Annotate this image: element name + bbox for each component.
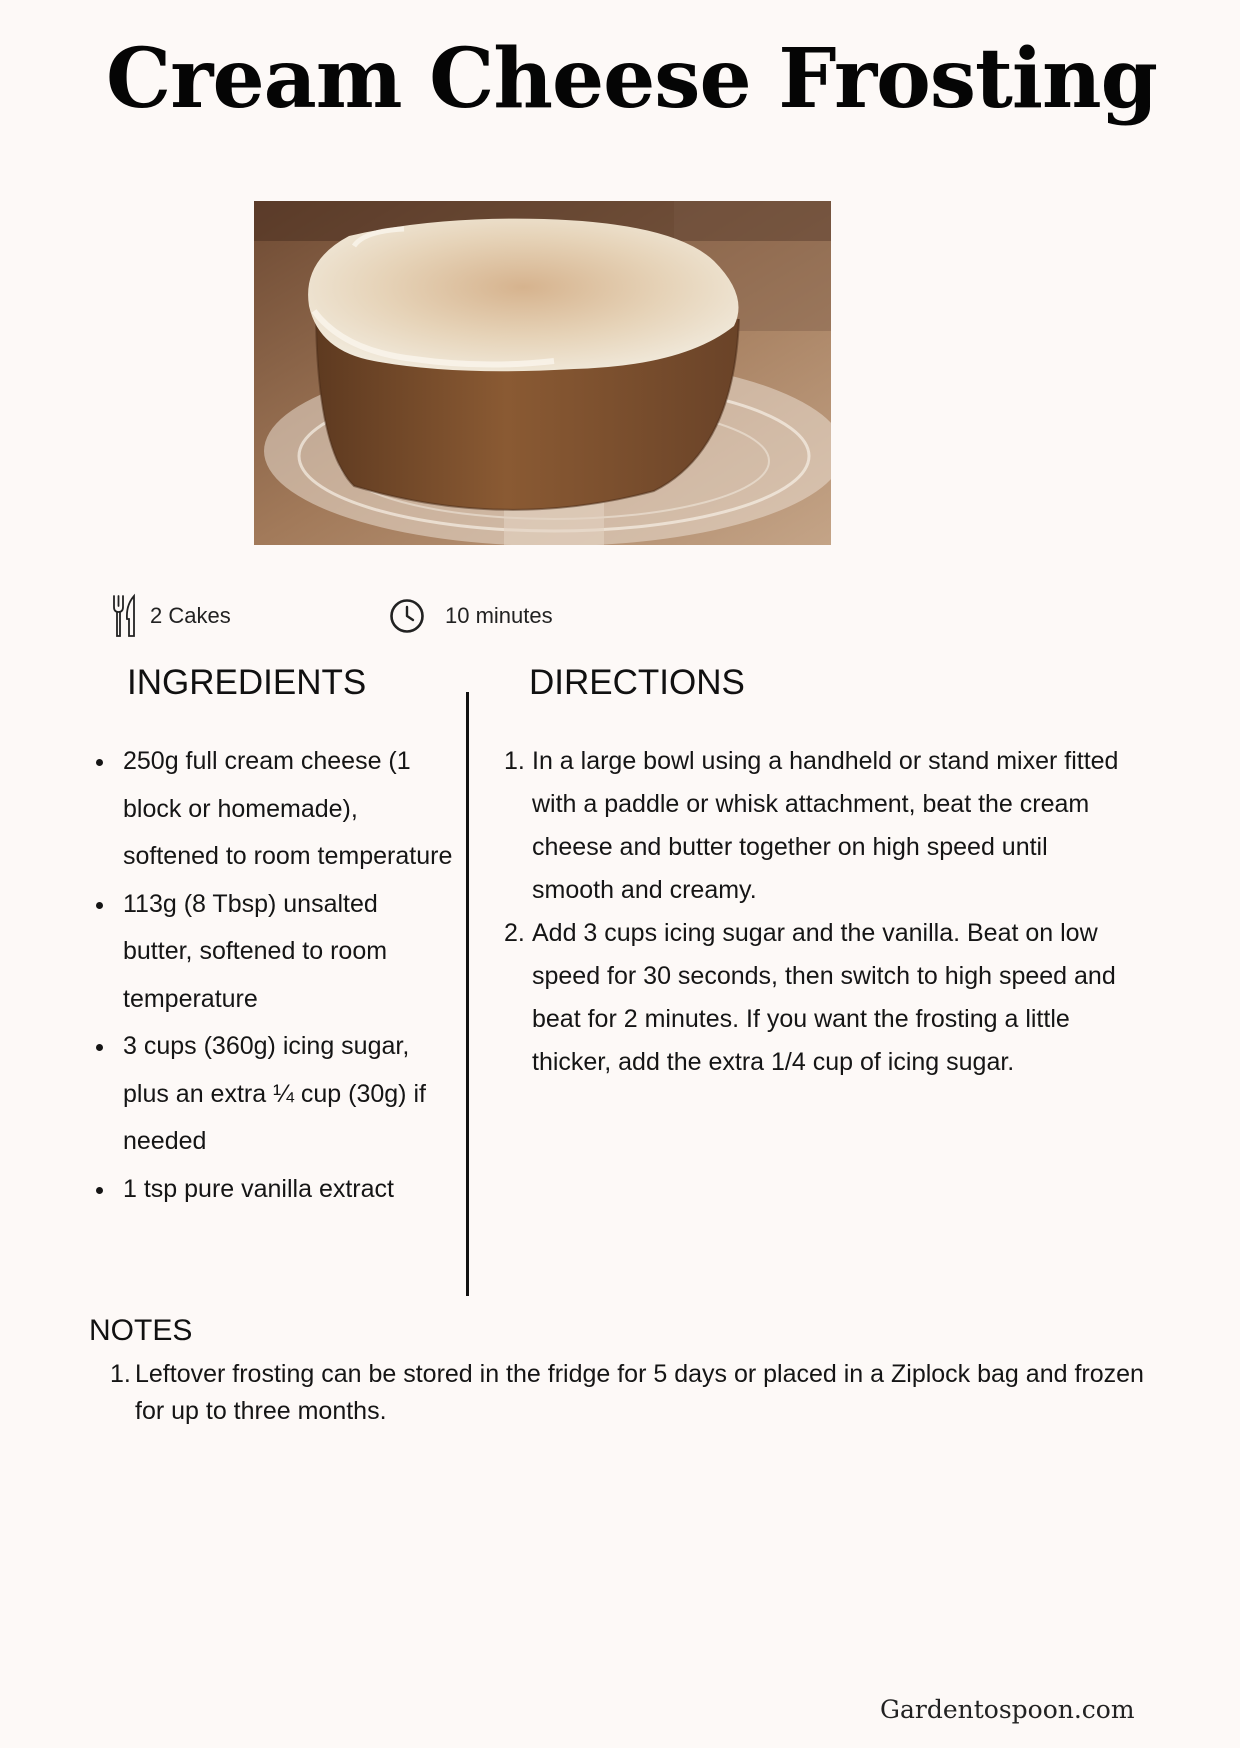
direction-step — [504, 740, 1124, 912]
note-text: Leftover frosting can be stored in the fridge for 5 days or placed in a Ziplock bag and frozen for up to three months. — [135, 1360, 1144, 1425]
direction-step — [504, 912, 1124, 1084]
cake-photo — [254, 201, 831, 545]
recipe-title: Cream Cheese Frosting — [106, 31, 1158, 127]
notes-list — [108, 1356, 1158, 1430]
note-number: 1. — [110, 1360, 131, 1388]
fork-knife-icon — [112, 593, 138, 639]
time-info — [389, 592, 553, 640]
yield-text: 2 Cakes — [150, 603, 231, 628]
time-text: 10 minutes — [445, 603, 553, 628]
note-item — [108, 1356, 1158, 1430]
step-number: 2. — [504, 919, 525, 947]
step-text: Add 3 cups icing sugar and the vanilla. Beat on low speed for 30 seconds, then switch to high speed and beat for 2 minutes. If you want the frosting a little thicker, add the extra 1/4 cup of icing sugar. — [532, 919, 1116, 1076]
directions-heading: DIRECTIONS — [529, 663, 745, 702]
notes-heading: NOTES — [89, 1314, 193, 1347]
list-item: 250g full cream cheese (1 block or homemade), softened to room temperature — [94, 738, 454, 881]
list-item: 3 cups (360g) icing sugar, plus an extra ¼ cup (30g) if needed — [94, 1023, 454, 1166]
step-text: In a large bowl using a handheld or stand mixer fitted with a paddle or whisk attachment, beat the cream cheese and butter together on high speed until smooth and creamy. — [532, 747, 1119, 904]
directions-list — [504, 740, 1124, 1084]
ingredients-list — [94, 738, 454, 1213]
clock-icon — [389, 598, 425, 634]
step-number: 1. — [504, 747, 525, 775]
list-item: 113g (8 Tbsp) unsalted butter, softened to room temperature — [94, 881, 454, 1024]
yield-info — [112, 592, 231, 640]
list-item: 1 tsp pure vanilla extract — [94, 1166, 454, 1214]
ingredients-heading: INGREDIENTS — [127, 663, 367, 702]
site-footer: Gardentospoon.com — [880, 1695, 1135, 1724]
column-divider — [466, 692, 469, 1296]
